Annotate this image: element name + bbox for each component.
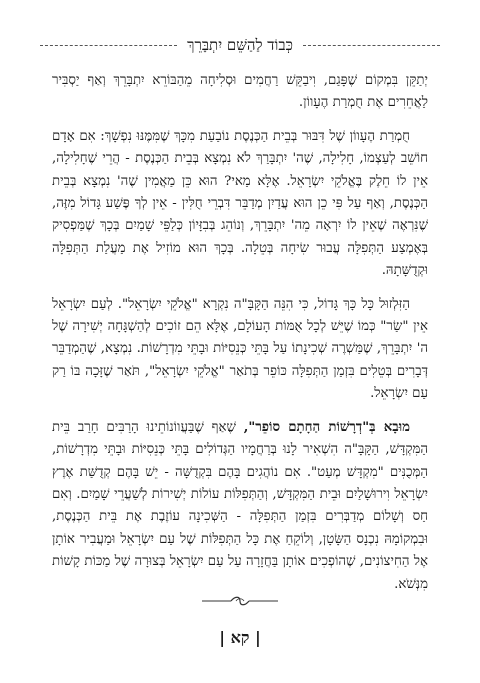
body-text xyxy=(52,70,428,607)
header-dashed-rule-left xyxy=(40,45,177,46)
paragraph-2: חֻמְרַת הֶעָווֹן שֶׁל דִּבּוּר בְּבֵית הַכְּנֶסֶת נוֹבַעַת מִכָּךְ שֶׁמִּמֶּנּוּ נִפְשָׁךְ: אִם אָדָם חוֹשֵׁב לְעַצְמוֹ, חָלִילָה, שֶׁה' יִתְבָּרַךְ לֹא נִמְצָא בְּבֵית הַכְּנֶסֶת - הֲרֵי שֶׁחָלִילָה, אֵין לוֹ חֵלֶק בֶּאֱלֹקֵי יִשְׂרָאֵל. אֶלָּא מַאי? הוּא כֵּן מַאֲמִין שֶׁה' נִמְצָא בְּבֵית הַכְּנֶסֶת, וְאַף עַל פִּי כֵן הוּא עֲדַיִן מְדַבֵּר דִּבְרֵי חֻלִּין - אֵין לְךָ פֶּשַׁע גָּדוֹל מִזֶּה, שֶׁנִּרְאֶה שֶׁאֵין לוֹ יִרְאָה מֵה' יִתְבָּרֵךְ, וְנוֹהֵג בְּבִזָּיוֹן כְּלַפֵּי שָׁמַיִם בְּכָךְ שֶׁמַּפְסִיק בְּאֶמְצַע הַתְּפִלָּה עֲבוּר שִׂיחָה בְּטֵלָה. בְּכָךְ הוּא מוֹזִיל אֶת מַעֲלַת הַתְּפִלָּה וּקְדֻשָּׁתָהּ. xyxy=(52,128,428,279)
ornament-divider xyxy=(200,594,280,608)
header-title: כְּבוֹד לַהַשֵּׁם יִתְבָּרֵךְ xyxy=(187,35,293,54)
paragraph-3: הַזִּלְזוּל כָּל כָּךְ גָּדוֹל, כִּי הִנֵּה הַקָּבָּ"ה נִקְרָא "אֱלֹקֵי יִשְׂרָאֵל". לְעַם יִשְׂרָאֵל אֵין "שַׂר" כְּמוֹ שֶׁיֵּשׁ לְכָל אֻמּוֹת הָעוֹלָם, אֶלָּא הֵם זוֹכִים לְהַשְׁגָּחָה יְשִׁירָה שֶׁל ה' יִתְבָּרֵךְ, שֶׁמַּשְׁרֶה שְׁכִינָתוֹ עַל בָּתֵּי כְּנֵסִיּוֹת וּבָתֵּי מִדְרָשׁוֹת. נִמְצָא, שֶׁהַמְדַבֵּר דְּבָרִים בְּטֵלִים בִּזְמַן הַתְּפִלָּה כּוֹפֵר בְּתֹאַר "אֱלֹקֵי יִשְׂרָאֵל", תֹּאַר שֶׁזָּכָה בּוֹ רַק עַם יִשְׂרָאֵל. xyxy=(52,296,428,402)
page-number: | קא | xyxy=(219,628,261,647)
paragraph-4 xyxy=(52,417,428,596)
source-citation: מוּבָא בְּ"דְרָשׁוֹת הַחָתָם סוֹפֵר", xyxy=(243,419,410,435)
paragraph-4-text: שֶׁאַף שֶׁבַּעֲווֹנוֹתֵינוּ הָרַבִּים חָרַב בֵּית הַמִּקְדָּשׁ, הַקָּבָּ"ה הִשְׁאִיר לָנוּ בְּרַחֲמָיו הַגְּדוֹלִים בָּתֵּי כְּנֵסִיּוֹת וּבָתֵּי מִדְרָשׁוֹת, הַמְּכֻנִּים "מִקְדָּשׁ מְעַט". אִם נוֹהֲגִים בָּהֶם בִּקְדֻשָּׁה - יֵשׁ בָּהֶם קְדֻשַּׁת אֶרֶץ יִשְׂרָאֵל וִירוּשָׁלַיִם וּבֵית הַמִּקְדָּשׁ, וְהַתְּפִלּוֹת עוֹלוֹת יְשִׁירוֹת לְשַׁעֲרֵי שָׁמַיִם. וְאִם חַס וְשָׁלוֹם מְדַבְּרִים בִּזְמַן הַתְּפִלָּה - הַשְּׁכִינָה עוֹזֶבֶת אֶת בֵּית הַכְּנֶסֶת, וּבִמְקוֹמָהּ נִכְנָס הַשָּׂטָן, וְלוֹקֵחַ אֶת כָּל הַתְּפִלּוֹת שֶׁל עַם יִשְׂרָאֵל וּמַעֲבִיר אוֹתָן אֶל הַחִיצוֹנִים, שֶׁהוֹפְכִים אוֹתָן בַּחֲזָרָה עַל עַם יִשְׂרָאֵל בְּצוּרָה שֶׁל מַכּוֹת קָשׁוֹת מִנְּשֹׁא. xyxy=(52,419,428,592)
paragraph-1: יְתַקֵּן בִּמְקוֹם שֶׁפָּגַם, וִיבַקֵּשׁ רַחֲמִים וּסְלִיחָה מֵהַבּוֹרֵא יִתְבָּרֵךְ וְאַף יַסְבִּיר לַאֲחֵרִים אֶת חֻמְרַת הֶעָווֹן. xyxy=(52,73,428,111)
header-dashed-rule-right xyxy=(303,45,440,46)
running-header xyxy=(40,34,440,56)
